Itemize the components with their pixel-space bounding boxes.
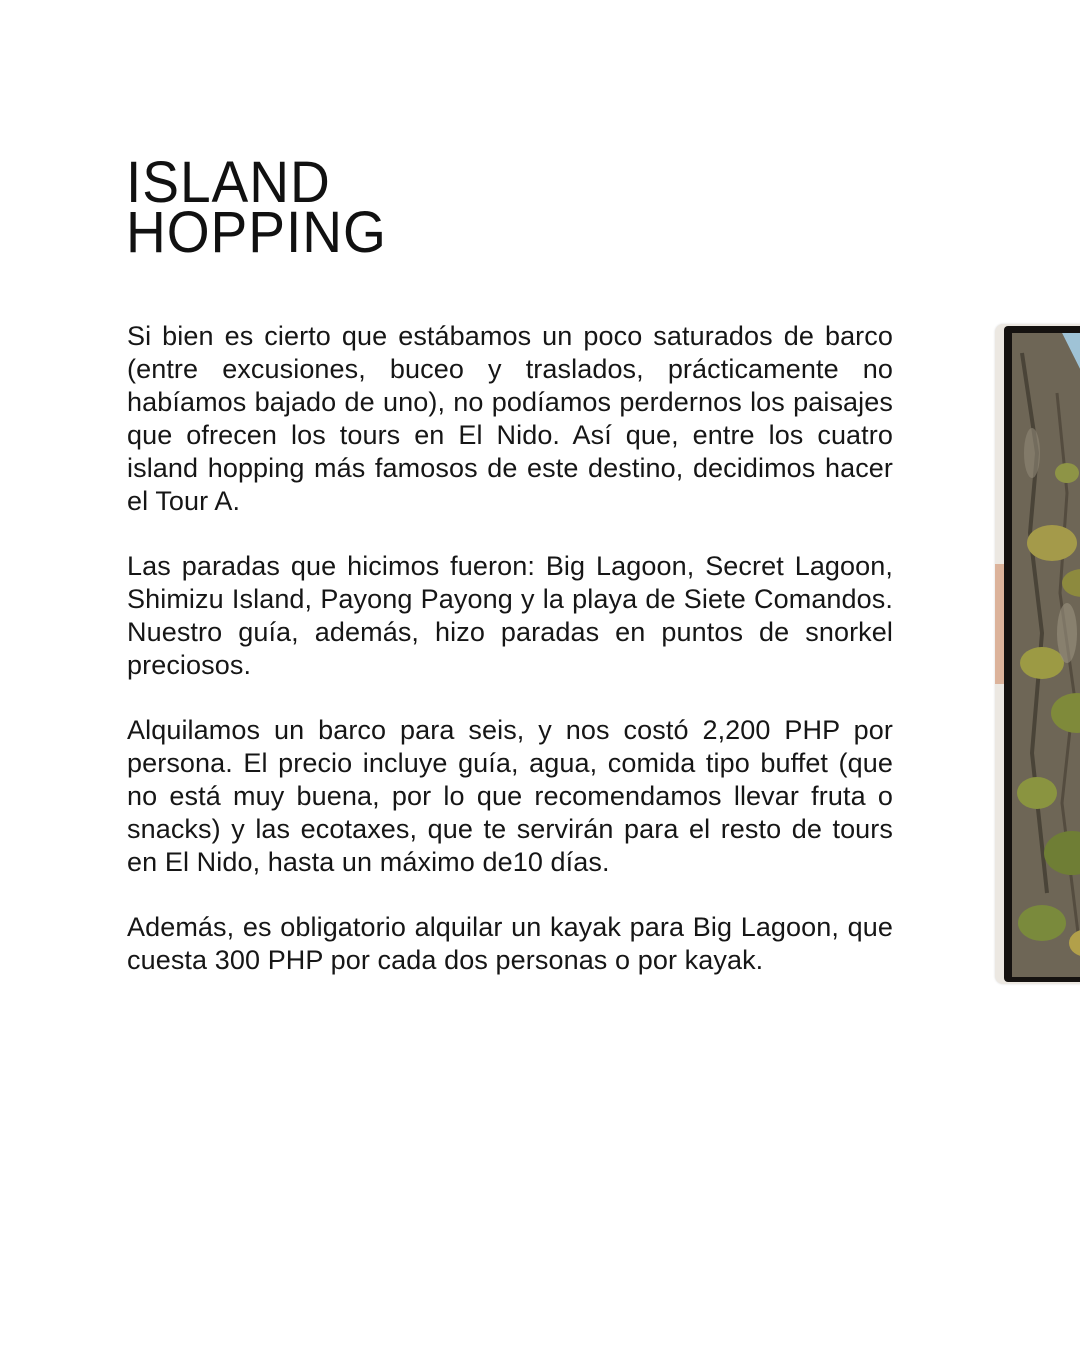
paragraph-stops: Las paradas que hicimos fueron: Big Lagoon, Secret Lagoon, Shimizu Island, Payong Payong y la playa de Siete Comandos. Nuestro guía, además, hizo paradas en puntos de snorkel preciosos. — [127, 551, 893, 680]
paragraph-kayak: Además, es obligatorio alquilar un kayak para Big Lagoon, que cuesta 300 PHP por cada dos personas o por kayak. — [127, 912, 893, 975]
paragraph-price: Alquilamos un barco para seis, y nos costó 2,200 PHP por persona. El precio incluye guía, agua, comida tipo buffet (que no está muy buena, por lo que recomendamos llevar fruta o snacks) y las ecotaxes, que te servirán para el resto de tours en El Nido, hasta un máximo de10 días. — [127, 715, 893, 877]
title-line-2: HOPPING — [126, 200, 387, 265]
island-photo — [995, 324, 1080, 984]
photo-film-frame — [1004, 326, 1080, 982]
article-body — [127, 320, 893, 1009]
page-title — [126, 150, 387, 265]
title-line-1: ISLAND — [126, 150, 331, 215]
cliff-illustration — [1012, 333, 1080, 977]
paragraph-intro: Si bien es cierto que estábamos un poco saturados de barco (entre excusiones, buceo y traslados, prácticamente no habíamos bajado de uno), no podíamos perdernos los paisajes que ofrecen los tours en El Nido. Así que, entre los cuatro island hopping más famosos de este destino, decidimos hacer el Tour A. — [127, 321, 893, 516]
photo-image — [1012, 333, 1080, 977]
